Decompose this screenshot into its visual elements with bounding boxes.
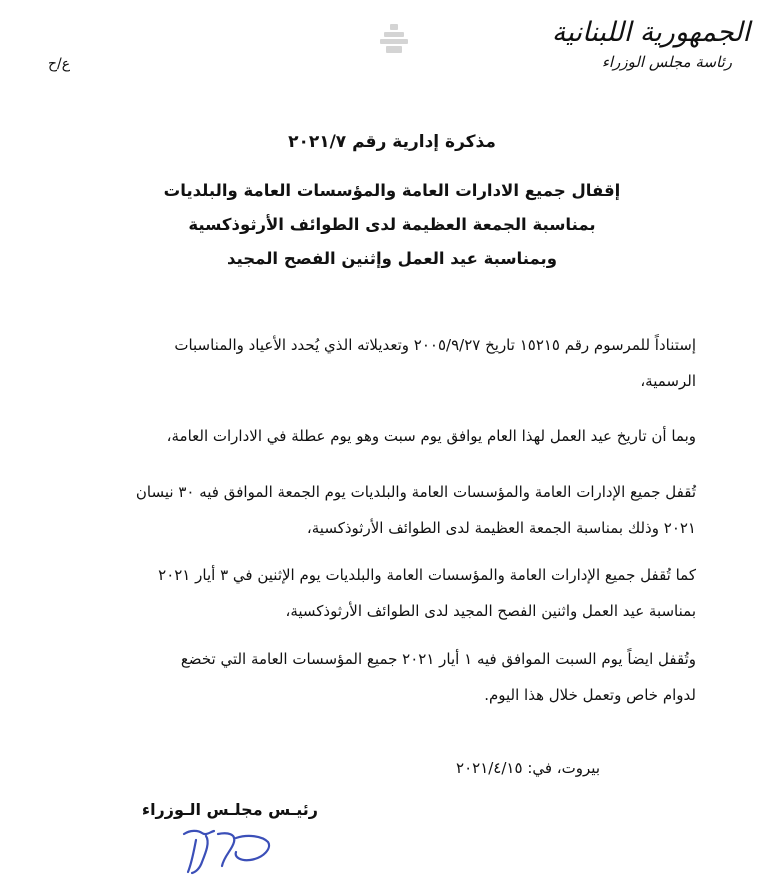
paragraph-good-friday-closure	[88, 474, 696, 546]
paragraph-line: إستناداً للمرسوم رقم ١٥٢١٥ تاريخ ٢٠٠٥/٩/٢٧ وتعديلاته الذي يُحدد الأعياد والمناسبات	[174, 336, 696, 354]
memo-number: مذكرة إدارية رقم ٢٠٢١/٧	[288, 132, 496, 152]
paragraph-line: كما تُقفل جميع الإدارات العامة والمؤسسات العامة والبلديات يوم الإثنين في ٣ أيار ٢٠٢١	[158, 566, 696, 584]
faint-stamp-icon	[372, 22, 416, 56]
memo-title-line: إقفال جميع الادارات العامة والمؤسسات العامة والبلديات	[163, 181, 621, 200]
memo-title-line: بمناسبة الجمعة العظيمة لدى الطوائف الأرثوذكسية	[188, 215, 596, 234]
paragraph-line: تُقفل جميع الإدارات العامة والمؤسسات العامة والبلديات يوم الجمعة الموافق فيه ٣٠ نيسان	[135, 483, 696, 501]
paragraph-line: ٢٠٢١ وذلك بمناسبة الجمعة العظيمة لدى الطوائف الأرثوذكسية،	[306, 519, 696, 537]
memo-title	[0, 174, 784, 276]
letterhead-presidency: رئاسة مجلس الوزراء	[601, 53, 732, 71]
letterhead-republic: الجمهورية اللبنانية	[551, 17, 750, 48]
paragraph-labour-day	[88, 418, 696, 454]
place-and-date: بيروت، في: ٢٠٢١/٤/١٥	[456, 759, 600, 777]
paragraph-line: لدوام خاص وتعمل خلال هذا اليوم.	[484, 686, 696, 704]
paragraph-line: وبما أن تاريخ عيد العمل لهذا العام يوافق يوم سبت وهو يوم عطلة في الادارات العامة،	[166, 427, 696, 445]
memo-title-line: وبمناسبة عيد العمل وإثنين الفصح المجيد	[227, 249, 557, 268]
paragraph-easter-monday-closure	[88, 557, 696, 629]
letterhead	[551, 16, 750, 72]
signature-icon	[176, 822, 276, 875]
reference-code: ع/ح	[48, 56, 71, 72]
paragraph-decree-basis	[88, 327, 696, 399]
paragraph-line: بمناسبة عيد العمل واثنين الفصح المجيد لدى الطوائف الأرثوذكسية،	[285, 602, 696, 620]
paragraph-line: وتُقفل ايضاً يوم السبت الموافق فيه ١ أيار ٢٠٢١ جميع المؤسسات العامة التي تخضع	[180, 650, 696, 668]
paragraph-line: الرسمية،	[640, 372, 696, 390]
signer-title: رئيـس مجلـس الـوزراء	[141, 800, 318, 819]
paragraph-saturday-closure	[88, 641, 696, 713]
